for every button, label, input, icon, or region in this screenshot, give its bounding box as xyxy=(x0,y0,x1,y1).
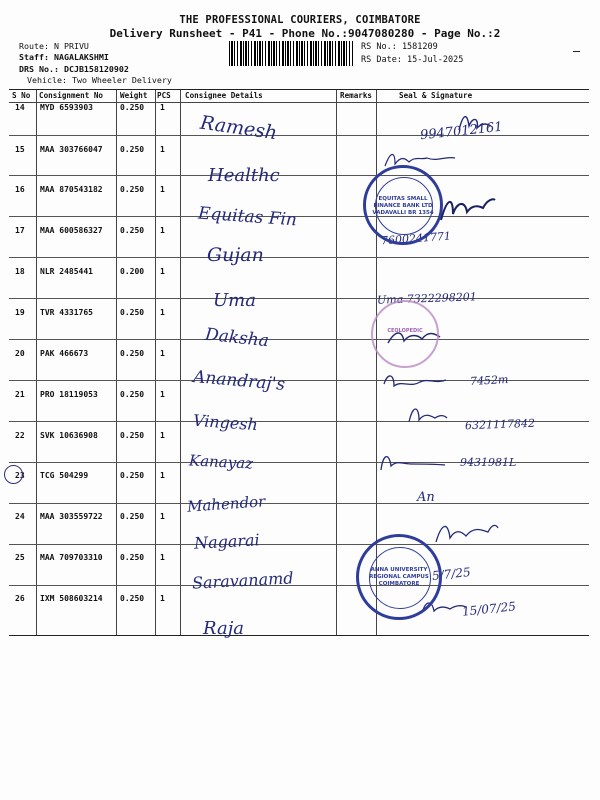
handwritten-signature: 15/07/25 xyxy=(461,599,517,619)
row-weight: 0.200 xyxy=(120,267,145,276)
rs-info xyxy=(361,41,463,67)
signature-scribble xyxy=(437,192,497,224)
route-label: Route: N PRIVU xyxy=(19,41,89,51)
handwritten-signature: 5/7/25 xyxy=(431,565,472,583)
header-seal: Seal & Signature xyxy=(399,91,473,100)
col-divider xyxy=(155,90,156,635)
runsheet-subtitle: Delivery Runsheet - P41 - Phone No.:9047080280 - Page No.:2 xyxy=(109,27,501,40)
handwritten-consignee: Anandraj's xyxy=(192,367,286,395)
col-divider xyxy=(180,90,181,635)
company-title: THE PROFESSIONAL COURIERS, COIMBATORE xyxy=(179,14,421,26)
header-pcs: PCS xyxy=(157,91,171,100)
drs-label: DRS No.: DCJB158120902 xyxy=(19,64,129,74)
signature-scribble xyxy=(455,108,495,136)
handwritten-signature: 9431981L xyxy=(460,456,517,469)
signature-scribble xyxy=(377,448,447,474)
university-stamp xyxy=(356,534,442,620)
row-sno: 24 xyxy=(15,512,25,521)
row-consignment: MAA 709703310 xyxy=(40,553,103,562)
row-divider xyxy=(9,503,589,504)
row-consignment: PAK 466673 xyxy=(40,349,89,358)
row-pcs: 1 xyxy=(160,267,165,276)
rs-number: RS No.: 1581209 xyxy=(361,42,438,52)
row-consignment: NLR 2485441 xyxy=(40,267,93,276)
row-divider xyxy=(9,135,589,136)
row-divider xyxy=(9,257,589,258)
bank-stamp-text: EQUITAS SMALL FINANCE BANK LTD VADAVALLI BR 1354 xyxy=(372,196,434,216)
handwritten-signature: An xyxy=(417,490,435,505)
header-sno: S No xyxy=(12,91,31,100)
barcode-image xyxy=(229,41,353,66)
handwritten-consignee: Equitas Fin xyxy=(197,203,298,231)
row-pcs: 1 xyxy=(160,512,165,521)
row-weight: 0.250 xyxy=(120,185,145,194)
row-weight: 0.250 xyxy=(120,103,145,112)
row-weight: 0.250 xyxy=(120,226,145,235)
row-sno: 17 xyxy=(15,226,25,235)
row-consignment: PRO 18119053 xyxy=(40,390,98,399)
row-pcs: 1 xyxy=(160,553,165,562)
row-weight: 0.250 xyxy=(120,553,145,562)
row-pcs: 1 xyxy=(160,431,165,440)
row-sno: 15 xyxy=(15,145,25,154)
row-pcs: 1 xyxy=(160,226,165,235)
row-divider xyxy=(9,544,589,545)
row-pcs: 1 xyxy=(160,145,165,154)
signature-scribble xyxy=(380,368,460,396)
faint-stamp-text: CEOLOPEDIC xyxy=(387,328,423,334)
row-weight: 0.250 xyxy=(120,390,145,399)
row-sno: 25 xyxy=(15,553,25,562)
dash-mark xyxy=(573,51,580,52)
bank-stamp xyxy=(363,165,443,245)
handwritten-consignee: Daksha xyxy=(204,324,270,352)
row-consignment: TVR 4331765 xyxy=(40,308,93,317)
row-pcs: 1 xyxy=(160,594,165,603)
row-consignment: IXM 508603214 xyxy=(40,594,103,603)
handwritten-consignee: Mahendor xyxy=(186,492,266,516)
header-consignment: Consignment No xyxy=(39,91,104,100)
row-divider xyxy=(9,216,589,217)
header-underline xyxy=(9,102,589,103)
row-consignment: MAA 303766047 xyxy=(40,145,103,154)
circle-mark xyxy=(4,465,23,484)
row-weight: 0.250 xyxy=(120,594,145,603)
handwritten-consignee: Healthc xyxy=(208,165,280,186)
col-divider xyxy=(336,90,337,635)
row-divider xyxy=(9,175,589,176)
row-pcs: 1 xyxy=(160,471,165,480)
header-remarks: Remarks xyxy=(340,91,373,100)
row-pcs: 1 xyxy=(160,349,165,358)
row-weight: 0.250 xyxy=(120,145,145,154)
handwritten-consignee: Saravanamd xyxy=(191,568,294,593)
row-consignment: MAA 600586327 xyxy=(40,226,103,235)
row-sno: 16 xyxy=(15,185,25,194)
row-sno: 21 xyxy=(15,390,25,399)
col-divider xyxy=(116,90,117,635)
handwritten-consignee: Kanayaz xyxy=(188,451,254,473)
handwritten-consignee: Nagarai xyxy=(193,530,261,553)
row-sno: 20 xyxy=(15,349,25,358)
faint-stamp xyxy=(371,300,439,368)
header-weight: Weight xyxy=(120,91,148,100)
signature-scribble xyxy=(405,402,449,428)
row-pcs: 1 xyxy=(160,103,165,112)
row-divider xyxy=(9,585,589,586)
row-consignment: MAA 870543182 xyxy=(40,185,103,194)
staff-label: Staff: NAGALAKSHMI xyxy=(19,52,109,62)
row-weight: 0.250 xyxy=(120,512,145,521)
row-sno: 19 xyxy=(15,308,25,317)
handwritten-consignee: Ramesh xyxy=(198,111,279,145)
handwritten-signature: 6321117842 xyxy=(464,416,536,433)
handwritten-signature: 9947012161 xyxy=(419,119,504,144)
row-consignment: TCG 504299 xyxy=(40,471,89,480)
row-consignment: MAA 303559722 xyxy=(40,512,103,521)
handwritten-consignee: Vingesh xyxy=(192,410,259,435)
handwritten-consignee: Gujan xyxy=(207,244,264,266)
row-pcs: 1 xyxy=(160,308,165,317)
row-weight: 0.250 xyxy=(120,471,145,480)
handwritten-signature: Uma 7322298201 xyxy=(376,290,477,307)
row-sno: 14 xyxy=(15,103,25,112)
row-pcs: 1 xyxy=(160,185,165,194)
row-divider xyxy=(9,339,589,340)
vehicle-label: Vehicle: Two Wheeler Delivery xyxy=(27,75,172,85)
row-consignment: SVK 10636908 xyxy=(40,431,98,440)
row-sno: 23 xyxy=(15,471,25,480)
row-divider xyxy=(9,298,589,299)
row-sno: 22 xyxy=(15,431,25,440)
handwritten-consignee: Uma xyxy=(213,290,256,311)
handwritten-signature: 7600241771 xyxy=(380,229,452,248)
university-stamp-text: ANNA UNIVERSITY REGIONAL CAMPUS COIMBATORE xyxy=(369,567,429,587)
row-sno: 26 xyxy=(15,594,25,603)
row-weight: 0.250 xyxy=(120,349,145,358)
row-consignment: MYD 6593903 xyxy=(40,103,93,112)
header-consignee: Consignee Details xyxy=(185,91,263,100)
rs-date: RS Date: 15-Jul-2025 xyxy=(361,55,464,65)
handwritten-consignee-extra: Raja xyxy=(203,618,245,639)
row-weight: 0.250 xyxy=(120,431,145,440)
row-sno: 18 xyxy=(15,267,25,276)
signature-scribble xyxy=(432,518,502,548)
handwritten-signature: 7452m xyxy=(469,373,509,388)
col-divider xyxy=(36,90,37,635)
row-pcs: 1 xyxy=(160,390,165,399)
row-weight: 0.250 xyxy=(120,308,145,317)
